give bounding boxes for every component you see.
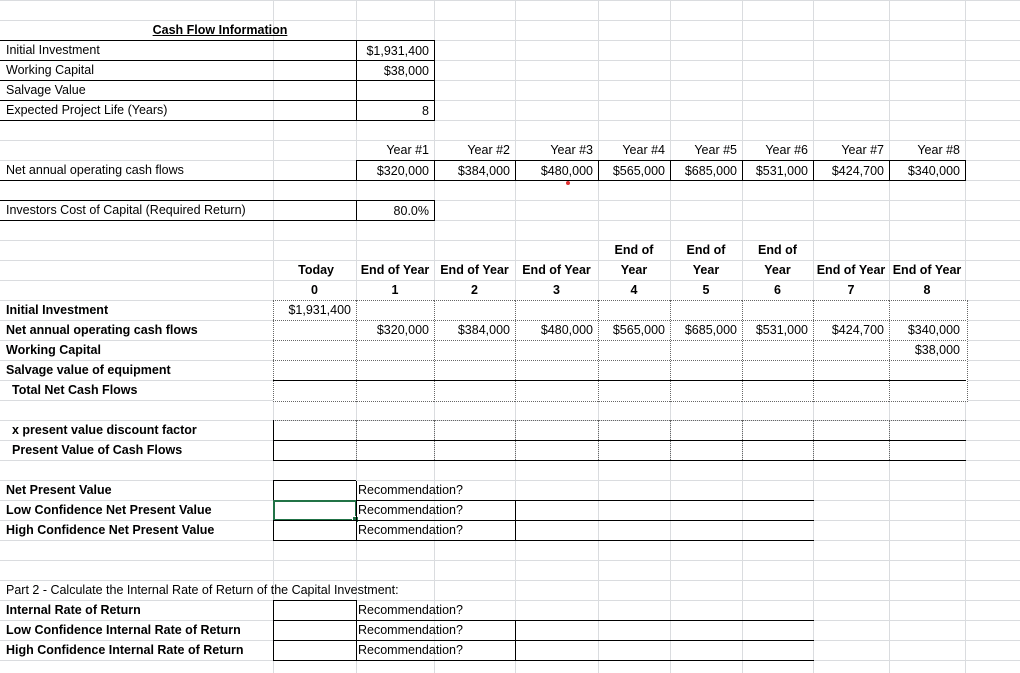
irr-low-input[interactable] — [273, 620, 357, 641]
border-line — [434, 420, 435, 460]
annual-value-8[interactable]: $340,000 — [889, 160, 966, 181]
irr-high-label[interactable]: High Confidence Internal Rate of Return — [6, 643, 244, 657]
schedule-operating-3[interactable]: $480,000 — [540, 323, 593, 337]
irr-low-recommendation[interactable]: Recommendation? — [358, 623, 463, 637]
border-line — [273, 380, 966, 381]
npv-label[interactable]: Net Present Value — [6, 483, 112, 497]
schedule-operating-4[interactable]: $565,000 — [612, 323, 665, 337]
border-line — [0, 180, 356, 181]
annual-value-5[interactable]: $685,000 — [670, 160, 743, 181]
schedule-operating-1[interactable]: $320,000 — [376, 323, 429, 337]
border-line — [356, 420, 357, 460]
period-6[interactable]: 6 — [774, 283, 781, 297]
period-1[interactable]: 1 — [391, 283, 399, 297]
npv-high-input[interactable] — [273, 520, 357, 541]
year-header-6[interactable]: Year #6 — [765, 143, 808, 157]
gridline — [0, 240, 1020, 241]
border-line — [0, 220, 356, 221]
schedule-operating-5[interactable]: $685,000 — [684, 323, 737, 337]
period-4[interactable]: 4 — [630, 283, 638, 297]
border-line — [356, 620, 814, 621]
npv-recommendation[interactable]: Recommendation? — [358, 483, 463, 497]
border-line — [356, 540, 814, 541]
timeline-mid-4[interactable]: Year — [620, 263, 648, 277]
irr-high-recommendation[interactable]: Recommendation? — [358, 643, 463, 657]
cash-flow-info-title: Cash Flow Information — [152, 23, 288, 37]
npv-high-recommendation[interactable]: Recommendation? — [358, 523, 463, 537]
cost-of-capital-value[interactable]: 80.0% — [356, 200, 435, 221]
timeline-top-5[interactable]: End of — [686, 243, 726, 257]
year-header-3[interactable]: Year #3 — [550, 143, 593, 157]
border-line — [889, 420, 890, 460]
border-line — [273, 460, 966, 461]
schedule-salvage-label[interactable]: Salvage value of equipment — [6, 363, 171, 377]
year-header-8[interactable]: Year #8 — [917, 143, 960, 157]
timeline-top-6[interactable]: End of — [758, 243, 797, 257]
irr-high-input[interactable] — [273, 640, 357, 661]
border-line — [273, 420, 966, 421]
border-line — [356, 520, 814, 521]
schedule-col-2[interactable] — [434, 300, 517, 402]
comment-indicator[interactable] — [566, 181, 570, 185]
irr-heading[interactable]: Part 2 - Calculate the Internal Rate of Return of the Capital Investment: — [6, 583, 399, 597]
period-3[interactable]: 3 — [553, 283, 560, 297]
annual-value-7[interactable]: $424,700 — [813, 160, 890, 181]
border-line — [356, 480, 357, 540]
irr-input[interactable] — [273, 600, 357, 621]
border-line — [515, 420, 516, 460]
annual-value-4[interactable]: $565,000 — [598, 160, 671, 181]
gridline — [0, 560, 1020, 561]
schedule-col-7[interactable] — [813, 300, 891, 402]
border-line — [356, 640, 814, 641]
period-7[interactable]: 7 — [847, 283, 855, 297]
schedule-present-value-label[interactable]: Present Value of Cash Flows — [12, 443, 183, 457]
schedule-operating-6[interactable]: $531,000 — [755, 323, 808, 337]
year-header-2[interactable]: Year #2 — [467, 143, 510, 157]
schedule-initial-investment-label[interactable]: Initial Investment — [6, 303, 109, 317]
initial-investment-value[interactable]: $1,931,400 — [356, 40, 435, 61]
annual-value-1[interactable]: $320,000 — [356, 160, 435, 181]
schedule-total-label[interactable]: Total Net Cash Flows — [12, 383, 138, 397]
npv-high-label[interactable]: High Confidence Net Present Value — [6, 523, 215, 537]
period-0[interactable]: 0 — [311, 283, 318, 297]
period-8[interactable]: 8 — [923, 283, 931, 297]
gridline — [0, 0, 1020, 1]
year-header-4[interactable]: Year #4 — [622, 143, 665, 157]
border-line — [598, 420, 599, 460]
schedule-operating-label[interactable]: Net annual operating cash flows — [6, 323, 198, 337]
net-annual-cash-flows-label[interactable]: Net annual operating cash flows — [6, 163, 184, 177]
salvage-value-value[interactable] — [356, 80, 435, 101]
cost-of-capital-label[interactable]: Investors Cost of Capital (Required Return) — [6, 203, 246, 217]
border-line — [0, 120, 356, 121]
schedule-working-capital-label[interactable]: Working Capital — [6, 343, 101, 357]
schedule-initial-investment-today[interactable]: $1,931,400 — [288, 303, 351, 317]
timeline-mid-5[interactable]: Year — [692, 263, 720, 277]
irr-low-label[interactable]: Low Confidence Internal Rate of Return — [6, 623, 241, 637]
project-life-value[interactable]: 8 — [356, 100, 435, 121]
border-line — [273, 420, 274, 460]
border-line — [742, 420, 743, 460]
timeline-mid-7[interactable]: End of Year — [816, 263, 886, 277]
year-header-7[interactable]: Year #7 — [841, 143, 884, 157]
npv-low-label[interactable]: Low Confidence Net Present Value — [6, 503, 212, 517]
working-capital-value[interactable]: $38,000 — [356, 60, 435, 81]
schedule-col-1[interactable] — [356, 300, 436, 402]
schedule-operating-2[interactable]: $384,000 — [457, 323, 510, 337]
schedule-col-4[interactable] — [598, 300, 672, 402]
schedule-working-capital-year8[interactable]: $38,000 — [914, 343, 960, 357]
schedule-col-3[interactable] — [515, 300, 600, 402]
schedule-grid[interactable] — [273, 300, 966, 400]
timeline-mid-3[interactable]: End of Year — [522, 263, 591, 277]
timeline-top-4[interactable]: End of — [614, 243, 654, 257]
timeline-mid-0[interactable]: Today — [298, 263, 334, 277]
border-line — [356, 480, 814, 481]
discount-grid[interactable] — [273, 420, 966, 460]
npv-low-input-selected[interactable] — [273, 500, 357, 521]
project-life-label[interactable]: Expected Project Life (Years) — [6, 103, 168, 117]
border-line — [356, 660, 814, 661]
border-line — [273, 360, 966, 361]
schedule-operating-8[interactable]: $340,000 — [907, 323, 960, 337]
border-line — [273, 440, 966, 441]
border-line — [356, 600, 357, 660]
year-header-1[interactable]: Year #1 — [386, 143, 429, 157]
schedule-operating-7[interactable]: $424,700 — [831, 323, 884, 337]
irr-recommendation[interactable]: Recommendation? — [358, 603, 463, 617]
initial-investment-label[interactable]: Initial Investment — [6, 43, 100, 57]
period-2[interactable]: 2 — [471, 283, 478, 297]
salvage-value-label[interactable]: Salvage Value — [6, 83, 86, 97]
working-capital-label[interactable]: Working Capital — [6, 63, 95, 77]
border-line — [813, 420, 814, 460]
annual-value-3[interactable]: $480,000 — [515, 160, 599, 181]
timeline-mid-2[interactable]: End of Year — [440, 263, 509, 277]
border-line — [356, 500, 814, 501]
schedule-discount-factor-label[interactable]: x present value discount factor — [12, 423, 197, 437]
border-line — [515, 500, 516, 540]
annual-value-6[interactable]: $531,000 — [742, 160, 814, 181]
timeline-mid-8[interactable]: End of Year — [892, 263, 962, 277]
irr-label[interactable]: Internal Rate of Return — [6, 603, 141, 617]
border-line — [670, 420, 671, 460]
period-5[interactable]: 5 — [702, 283, 710, 297]
npv-low-recommendation[interactable]: Recommendation? — [358, 503, 463, 517]
npv-input[interactable] — [273, 480, 357, 501]
schedule-col-6[interactable] — [742, 300, 815, 402]
timeline-mid-1[interactable]: End of Year — [360, 263, 430, 277]
border-line — [515, 620, 516, 660]
schedule-col-5[interactable] — [670, 300, 744, 402]
annual-value-2[interactable]: $384,000 — [434, 160, 516, 181]
border-line — [273, 340, 966, 341]
year-header-5[interactable]: Year #5 — [694, 143, 737, 157]
timeline-mid-6[interactable]: Year — [764, 263, 791, 277]
